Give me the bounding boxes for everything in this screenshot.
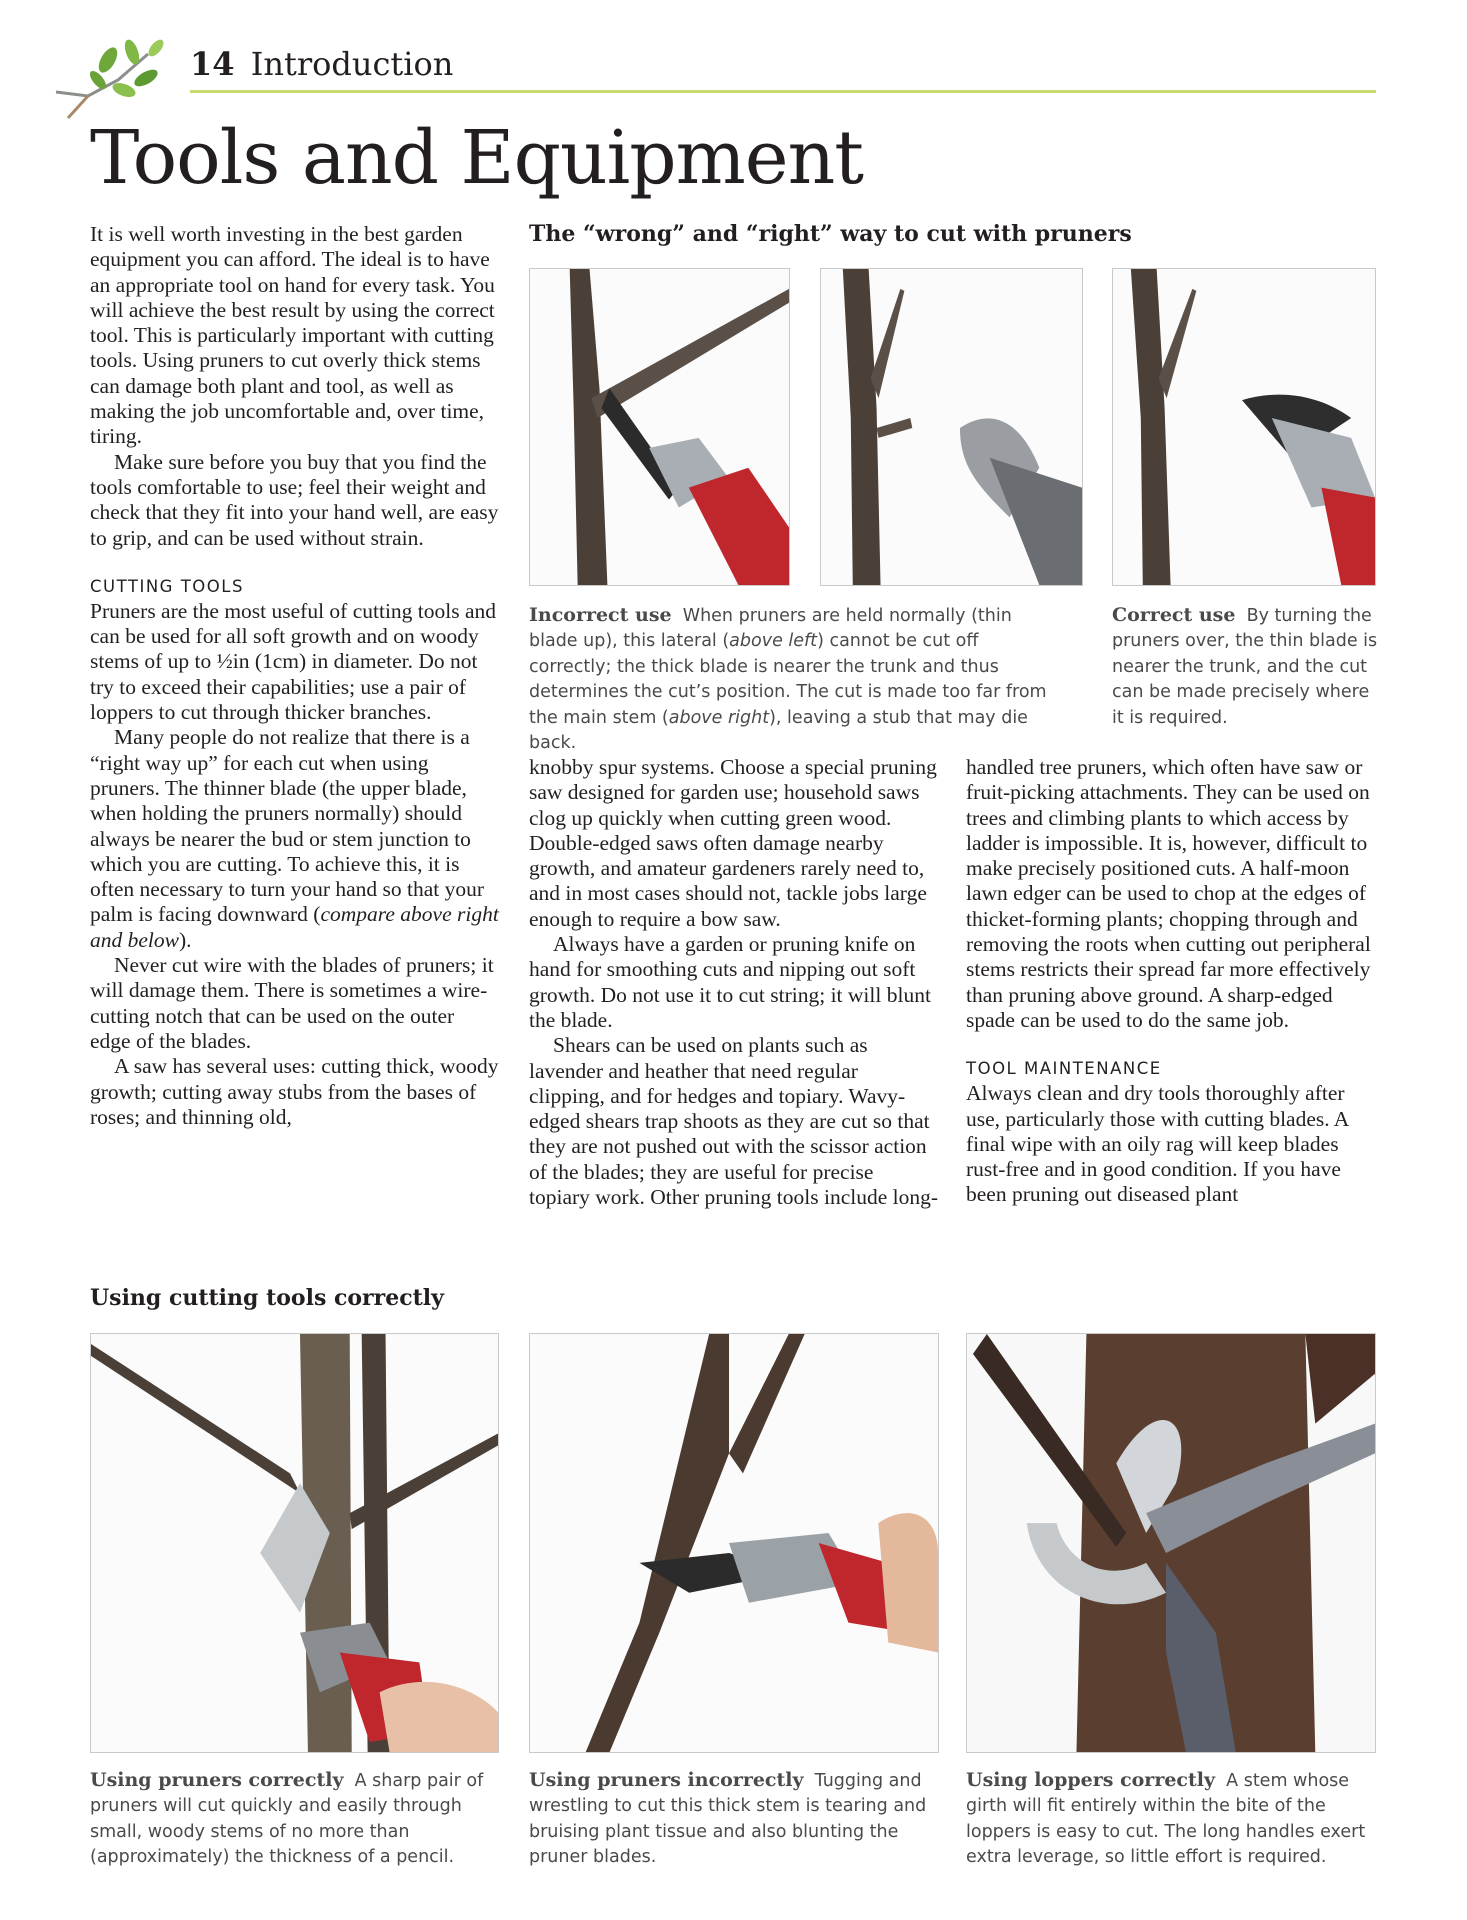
subheading-tool-maintenance: TOOL MAINTENANCE	[966, 1059, 1162, 1079]
caption-loppers-correct: Using loppers correctly A stem whose girth will fit entirely within the bite of the loppers is easy to cut. The long handles exert extra leverage, so little effort is required.	[966, 1769, 1366, 1868]
paragraph: Always clean and dry tools thoroughly after use, particularly those with cutting blades. A final wipe with an oily rag will keep blades rust-free and in good condition. If you have been pruning out diseased plant	[966, 1081, 1349, 1207]
page-number: 14	[190, 45, 235, 83]
caption-lead: Correct use	[1112, 604, 1236, 626]
photo-incorrect-left	[529, 268, 790, 586]
body-column-3	[966, 755, 1376, 1208]
photo-loppers-correct	[966, 1333, 1376, 1753]
body-column-1	[90, 222, 500, 1130]
running-head	[190, 42, 453, 86]
photo-pruners-correct	[90, 1333, 499, 1753]
paragraph: Pruners are the most useful of cutting tools and can be used for all soft growth and on woody stems of up to ½in (1cm) in diameter. Do not try to exceed their capabilities; use a pair of loppers to cut through thicker branches.	[90, 598, 497, 725]
caption-incorrect-use: Incorrect use When pruners are held normally (thin blade up), this lateral (above left) cannot be cut off correctly; the thick blade is nearer the trunk and thus determines the cut’s position. The cut is made too far from the main stem (above right), leaving a stub that may die back.	[529, 604, 1047, 754]
section-heading-cutting-tools: Using cutting tools correctly	[90, 1285, 444, 1311]
paragraph: Never cut wire with the blades of pruners; it will damage them. There is sometimes a wire-cutting notch that can be used on the outer edge of the blades.	[90, 953, 494, 1053]
body-column-2	[529, 755, 939, 1210]
paragraph: handled tree pruners, which often have saw or fruit-picking attachments. They can be used on trees and climbing plants to which access by ladder is impossible. It is, however, difficult to make precisely positioned cuts. A half-moon lawn edger can be used to chop at the edges of thicket-forming plants; chopping through and removing the roots when cutting out peripheral stems restricts their spread far more effectively than pruning above ground. A sharp-edged spade can be used to do the same job.	[966, 755, 1371, 1032]
caption-lead: Incorrect use	[529, 604, 672, 626]
header-rule	[190, 90, 1376, 93]
caption-lead: Using pruners correctly	[90, 1769, 344, 1791]
paragraph: A saw has several uses: cutting thick, woody growth; cutting away stubs from the bases of roses; and thinning old,	[90, 1054, 499, 1129]
photo-incorrect-right	[820, 268, 1083, 586]
caption-lead: Using pruners incorrectly	[529, 1769, 804, 1791]
paragraph: Many people do not realize that there is a “right way up” for each cut when using pruners. The thinner blade (the upper blade, when holding the pruners normally) should always be nearer the bud or stem junction to which you are cutting. To achieve this, it is often necessary to turn your hand so that your palm is facing downward (compare above right and below).	[90, 725, 499, 952]
photo-correct	[1112, 268, 1376, 586]
paragraph: Make sure before you buy that you find the tools comfortable to use; feel their weight and check that they fit into your hand well, are easy to grip, and can be used without strain.	[90, 449, 499, 550]
paragraph: Shears can be used on plants such as lavender and heather that need regular clipping, and for hedges and topiary. Wavy-edged shears trap shoots as they are cut so that they are not pushed out with the scissor action of the blades; they are useful for precise topiary work. Other pruning tools include long-	[529, 1033, 939, 1210]
subheading-cutting-tools: CUTTING TOOLS	[90, 576, 244, 596]
section-name: Introduction	[250, 45, 454, 83]
photo-pruners-incorrect	[529, 1333, 939, 1753]
section-heading-pruners: The “wrong” and “right” way to cut with pruners	[529, 221, 1132, 247]
caption-pruners-incorrect: Using pruners incorrectly Tugging and wrestling to cut this thick stem is tearing and bruising plant tissue and also blunting the pruner blades.	[529, 1769, 927, 1868]
caption-pruners-correct: Using pruners correctly A sharp pair of pruners will cut quickly and easily through small, woody stems of no more than (approximately) the thickness of a pencil.	[90, 1769, 484, 1868]
caption-lead: Using loppers correctly	[966, 1769, 1216, 1791]
paragraph: Always have a garden or pruning knife on hand for smoothing cuts and nipping out soft growth. Do not use it to cut string; it will blunt the blade.	[529, 932, 931, 1032]
paragraph: knobby spur systems. Choose a special pruning saw designed for garden use; household saws clog up quickly when cutting green wood. Double-edged saws often damage nearby growth, and amateur gardeners rarely need to, and in most cases should not, tackle jobs large enough to require a bow saw.	[529, 755, 937, 931]
intro-paragraph: It is well worth investing in the best garden equipment you can afford. The ideal is to have an appropriate tool on hand for every task. You will achieve the best result by using the correct tool. This is particularly important with cutting tools. Using pruners to cut overly thick stems can damage both plant and tool, as well as making the job uncomfortable and, over time, tiring.	[90, 222, 495, 449]
page-title: Tools and Equipment	[90, 115, 863, 201]
caption-correct-use: Correct use By turning the pruners over, the thin blade is nearer the trunk, and the cut can be made precisely where it is required.	[1112, 604, 1378, 728]
